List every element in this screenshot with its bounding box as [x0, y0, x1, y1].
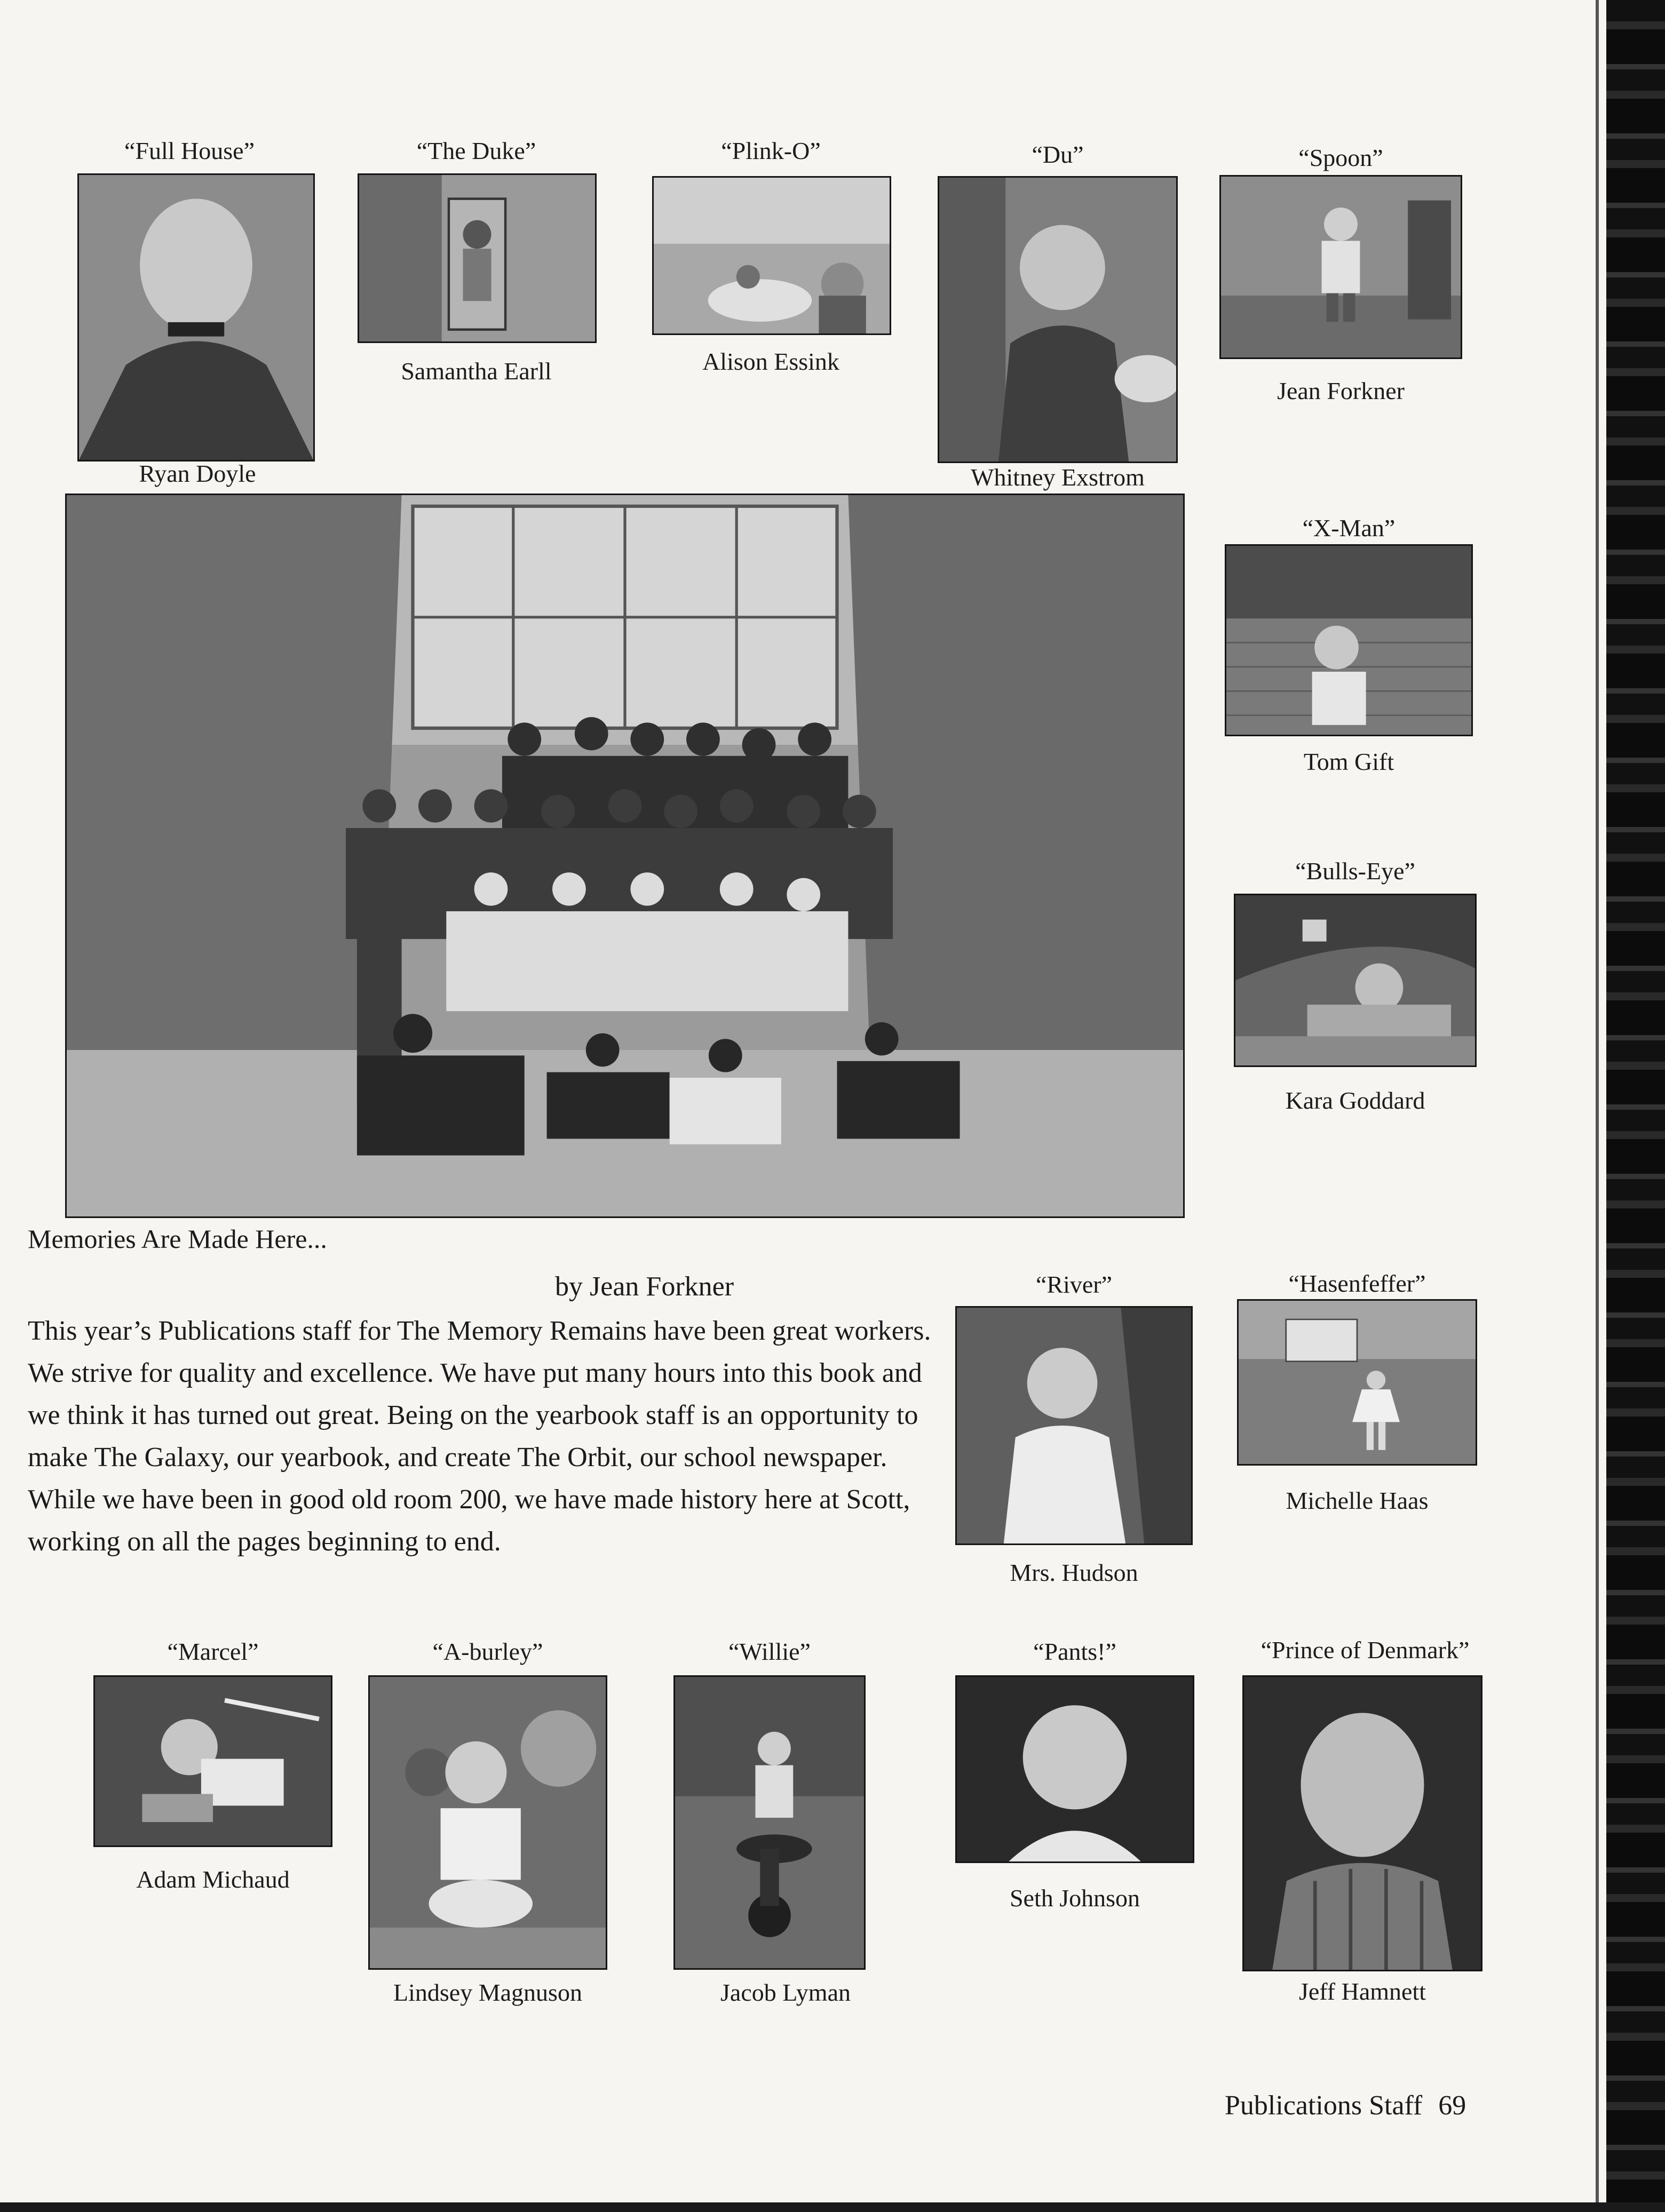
- name-lindsey-magnuson: Lindsey Magnuson: [393, 1979, 582, 2006]
- photo-jean-forkner: [1219, 175, 1462, 359]
- nickname-samantha-earll: “The Duke”: [416, 137, 536, 164]
- footer-section: Publications Staff: [1225, 2090, 1423, 2121]
- nickname-tom-gift: “X-Man”: [1302, 514, 1396, 542]
- article-body: This year’s Publications staff for The Memory Remains have been great workers. We strive for quality and excellence. We have put many hours into this book and we think it has turned out great. Being on the yearbook staff is an opportunity to make The Galaxy, our yearbook, and create The Orbit, our school newspaper. While we have been in good old room 200, we have made history here at Scott, working on all the pages beginning to end.: [28, 1316, 931, 1557]
- photo-adam-michaud: [93, 1675, 332, 1847]
- article-title: Memories Are Made Here...: [28, 1224, 327, 1254]
- photo-whitney-exstrom: [938, 176, 1178, 463]
- nickname-michelle-haas: “Hasenfeffer”: [1288, 1270, 1426, 1297]
- photo-kara-goddard: [1234, 894, 1477, 1067]
- nickname-mrs-hudson: “River”: [1035, 1271, 1113, 1298]
- name-jean-forkner: Jean Forkner: [1277, 377, 1405, 404]
- photo-tom-gift: [1225, 544, 1473, 736]
- nickname-kara-goddard: “Bulls-Eye”: [1295, 857, 1415, 885]
- nickname-seth-johnson: “Pants!”: [1033, 1638, 1116, 1665]
- scan-bottom-edge: [0, 2202, 1665, 2212]
- nickname-whitney-exstrom: “Du”: [1032, 141, 1084, 168]
- nickname-alison-essink: “Plink-O”: [721, 137, 821, 164]
- photo-seth-johnson: [955, 1675, 1194, 1863]
- name-alison-essink: Alison Essink: [702, 348, 839, 375]
- binding-edge-line: [1596, 0, 1599, 2212]
- nickname-jean-forkner: “Spoon”: [1298, 144, 1383, 171]
- name-samantha-earll: Samantha Earll: [401, 357, 552, 385]
- nickname-adam-michaud: “Marcel”: [167, 1638, 259, 1665]
- photo-jeff-hamnett: [1242, 1675, 1482, 1971]
- photo-ryan-doyle: [77, 173, 315, 462]
- name-tom-gift: Tom Gift: [1303, 748, 1394, 775]
- photo-alison-essink: [652, 176, 891, 335]
- name-jeff-hamnett: Jeff Hamnett: [1298, 1978, 1426, 2005]
- page-footer: [1225, 2089, 1466, 2123]
- photo-lindsey-magnuson: [368, 1675, 607, 1970]
- name-mrs-hudson: Mrs. Hudson: [1010, 1559, 1138, 1586]
- page-number: 69: [1438, 2090, 1466, 2121]
- name-jacob-lyman: Jacob Lyman: [720, 1979, 851, 2006]
- name-michelle-haas: Michelle Haas: [1286, 1487, 1429, 1514]
- group-photo-publications-staff: [65, 494, 1185, 1218]
- nickname-jacob-lyman: “Willie”: [728, 1638, 811, 1665]
- nickname-ryan-doyle: “Full House”: [124, 137, 255, 164]
- scan-edge: [1606, 0, 1665, 2212]
- article-byline: by Jean Forkner: [555, 1271, 734, 1302]
- nickname-jeff-hamnett: “Prince of Denmark”: [1260, 1636, 1470, 1664]
- photo-samantha-earll: [358, 173, 597, 343]
- name-adam-michaud: Adam Michaud: [136, 1866, 290, 1893]
- name-kara-goddard: Kara Goddard: [1285, 1087, 1425, 1114]
- name-ryan-doyle: Ryan Doyle: [139, 460, 256, 487]
- photo-michelle-haas: [1237, 1299, 1477, 1466]
- name-seth-johnson: Seth Johnson: [1009, 1884, 1140, 1912]
- photo-mrs-hudson: [955, 1306, 1193, 1545]
- name-whitney-exstrom: Whitney Exstrom: [971, 464, 1145, 491]
- photo-jacob-lyman: [673, 1675, 866, 1970]
- nickname-lindsey-magnuson: “A-burley”: [432, 1638, 543, 1665]
